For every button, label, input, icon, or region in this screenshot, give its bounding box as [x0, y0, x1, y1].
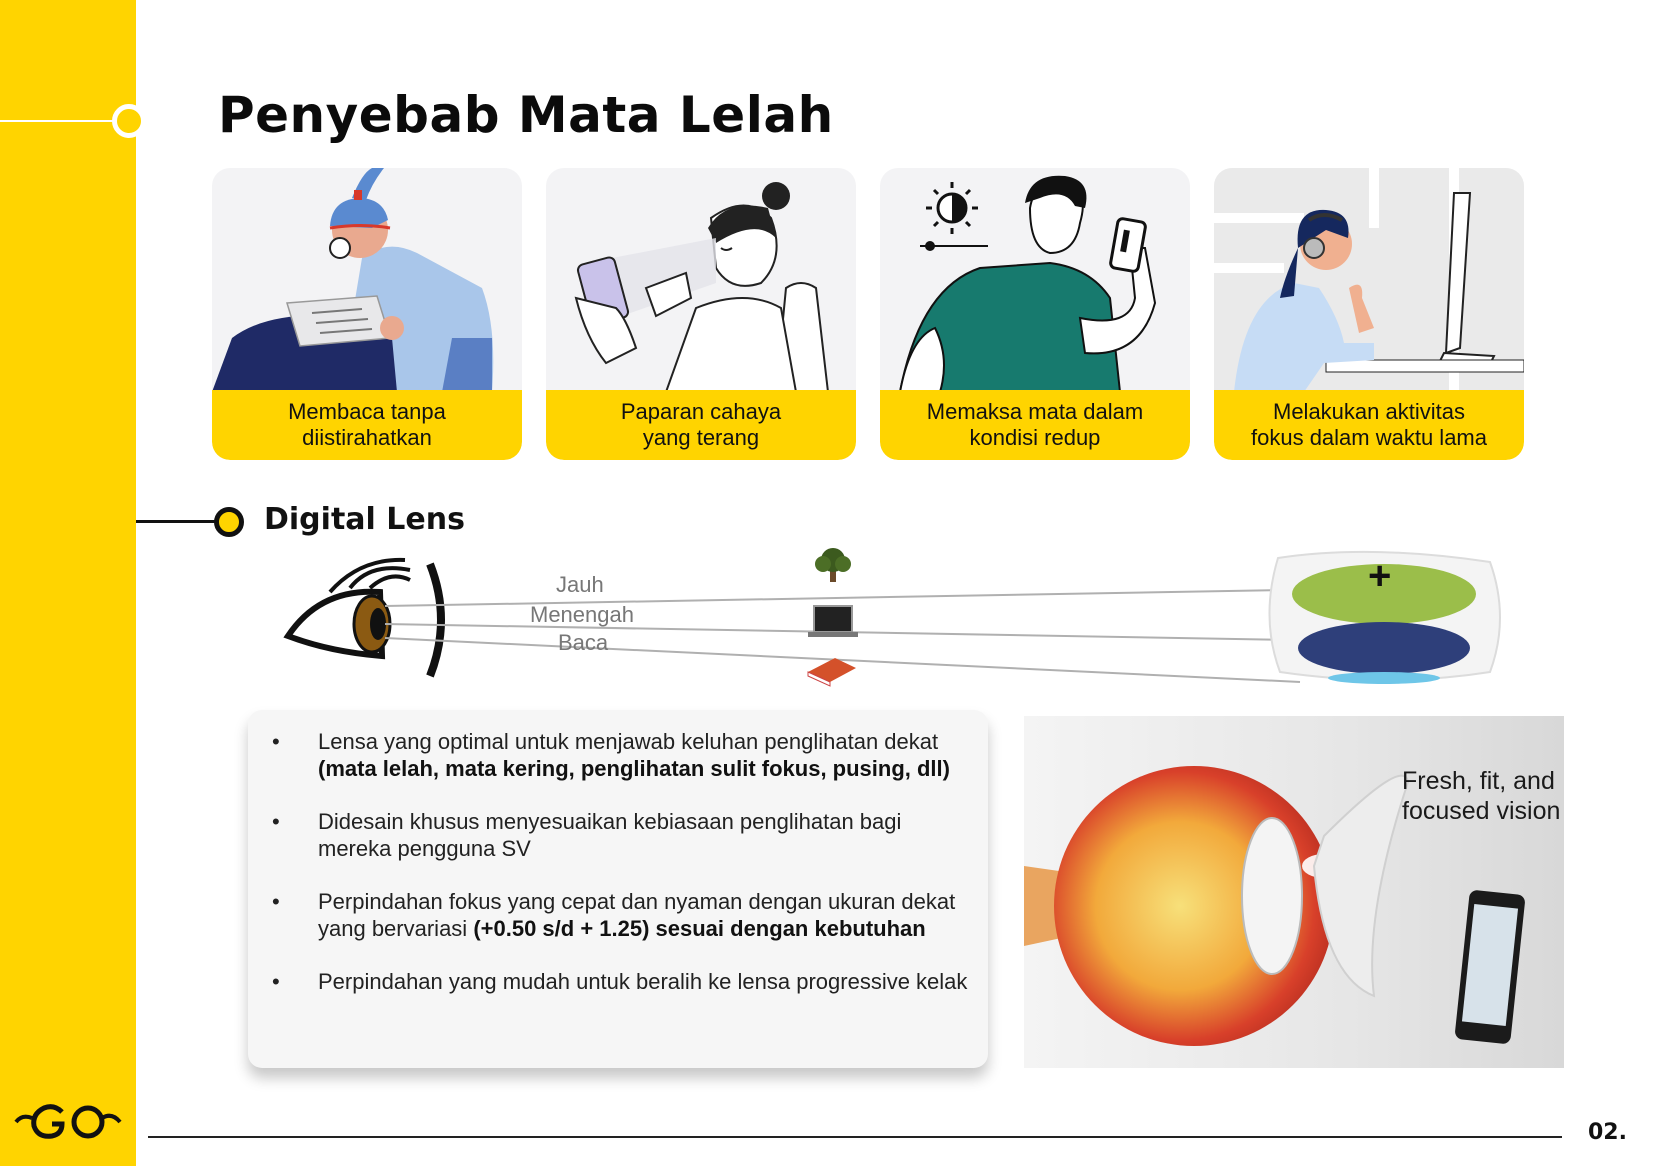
list-item: • Didesain khusus menyesuaikan kebiasaan penglihatan bagi mereka pengguna SV: [272, 809, 902, 861]
man-dim-light-icon: [880, 168, 1190, 392]
photo-caption: Fresh, fit, and focused vision: [1402, 767, 1561, 825]
title-connector-line: [0, 120, 120, 122]
list-item: • Perpindahan yang mudah untuk beralih ke lensa progressive kelak: [272, 969, 968, 994]
brightness-icon: [920, 182, 988, 251]
woman-computer-icon: [1214, 168, 1524, 392]
woman-phone-light-icon: [546, 168, 856, 392]
eye-icon: [288, 560, 441, 676]
cause-caption: Paparan cahaya yang terang: [546, 390, 856, 460]
distance-reading-label: Baca: [558, 630, 609, 655]
smartphone-icon: [1454, 889, 1525, 1044]
yellow-sidebar: [0, 0, 136, 1166]
tree-icon: [815, 548, 851, 582]
digital-lens-diagram: [270, 548, 1510, 688]
list-item: • Perpindahan fokus yang cepat dan nyaman dengan ukuran dekat yang bervariasi (+0.50 s/d + 1.25) sesuai dengan kebutuhan: [272, 889, 956, 941]
section-connector-line: [136, 520, 218, 523]
cause-caption: Membaca tanpa diistirahatkan: [212, 390, 522, 460]
cause-card-dim-light: [880, 168, 1190, 460]
cause-card-long-focus: [1214, 168, 1524, 460]
page-title: Penyebab Mata Lelah: [218, 86, 834, 144]
benefits-list: [248, 710, 988, 995]
page-number: 02.: [1588, 1120, 1627, 1145]
list-item: • Lensa yang optimal untuk menjawab keluhan penglihatan dekat (mata lelah, mata kering, penglihatan sulit fokus, pusing, dll): [272, 729, 950, 781]
contact-lens-icon: [1314, 776, 1408, 996]
distance-intermediate-label: Menengah: [530, 602, 634, 627]
cause-card-reading: [212, 168, 522, 460]
benefits-box: [248, 710, 988, 1068]
woman-reading-icon: [212, 168, 522, 392]
go-logo: [12, 1098, 124, 1146]
section-title: Digital Lens: [264, 502, 465, 537]
cause-caption: Memaksa mata dalam kondisi redup: [880, 390, 1190, 460]
footer-line: [148, 1136, 1562, 1138]
distance-far-label: Jauh: [556, 572, 604, 597]
section-bullet-dot: [214, 507, 244, 537]
cause-card-bright-light: [546, 168, 856, 460]
title-bullet-dot: [112, 104, 146, 138]
lens-plus-symbol: +: [1368, 554, 1392, 598]
cause-caption: Melakukan aktivitas fokus dalam waktu lama: [1214, 390, 1524, 460]
book-icon: [808, 658, 856, 686]
laptop-icon: [808, 606, 858, 637]
